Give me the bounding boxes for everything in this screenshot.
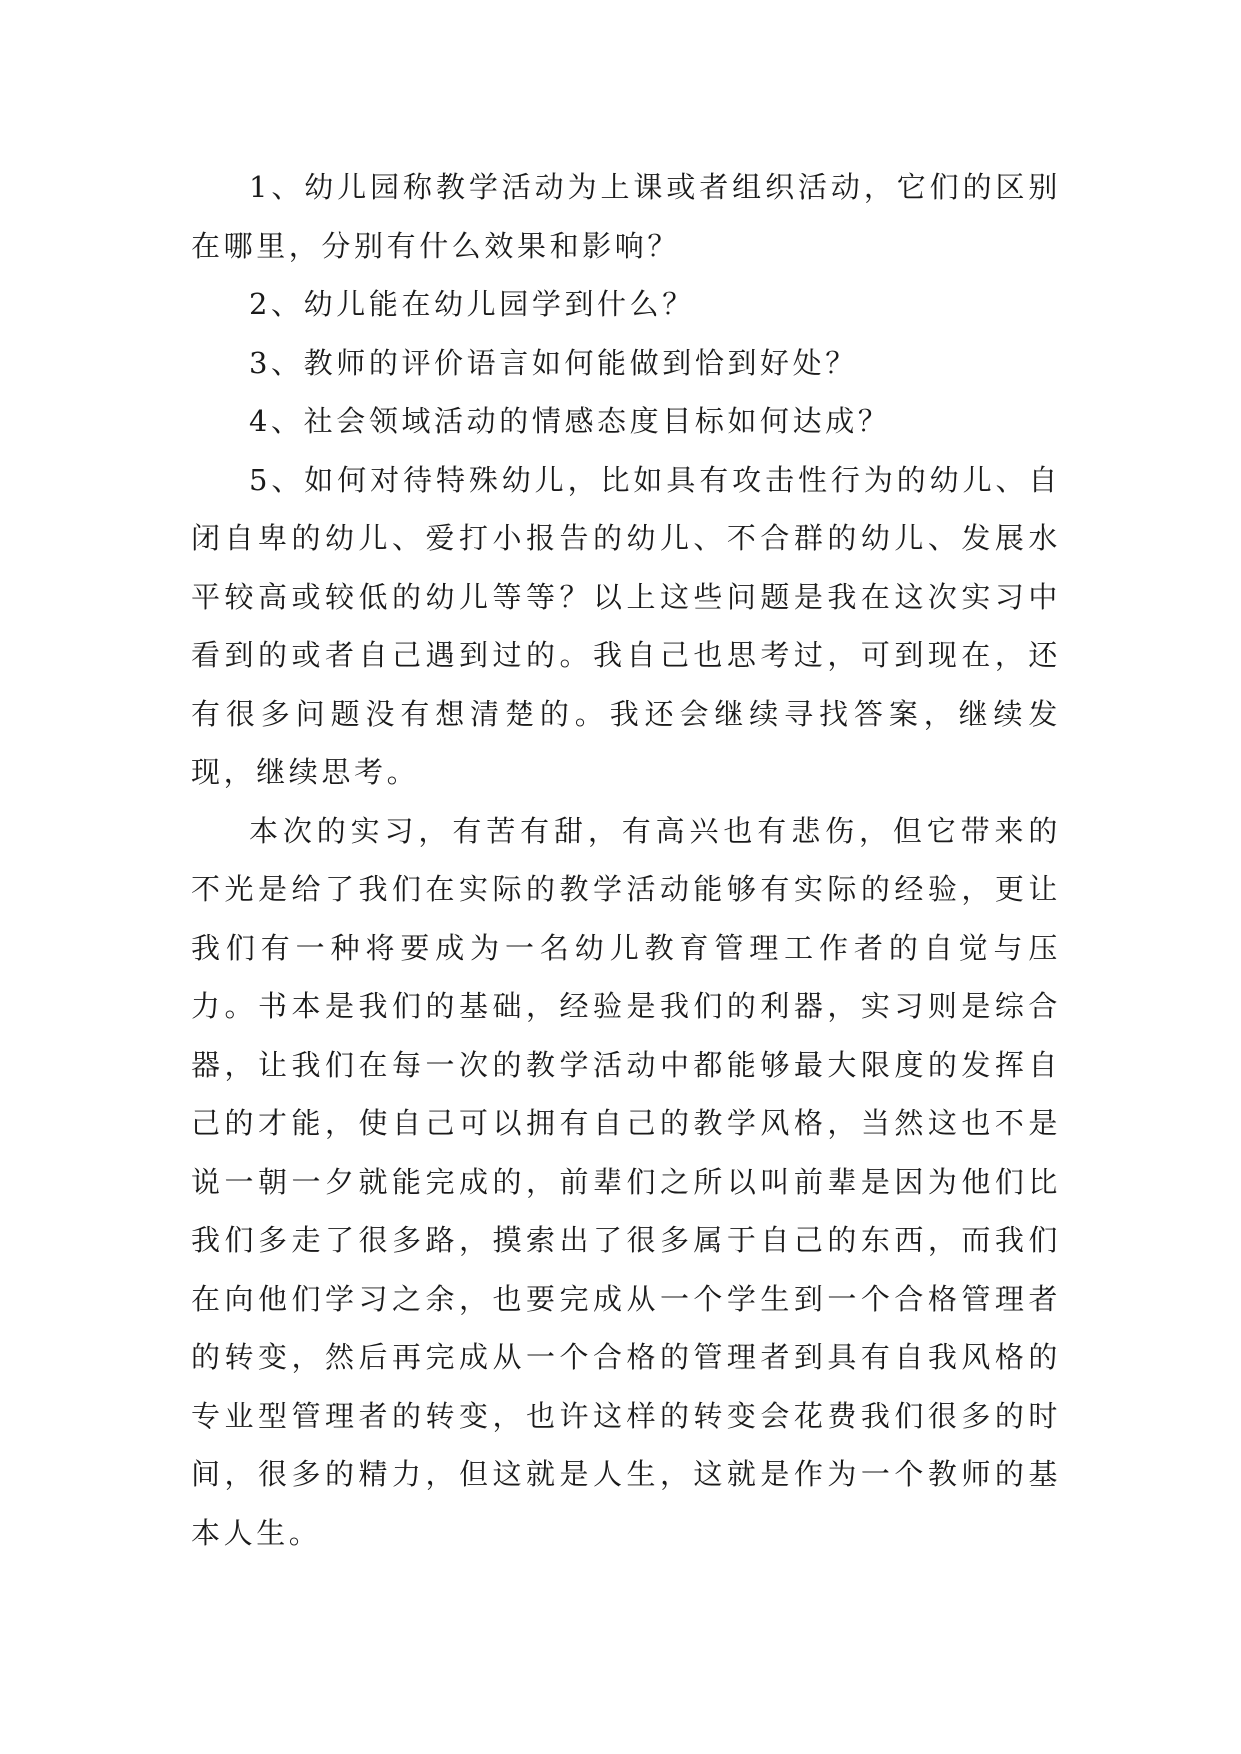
paragraph-reflection: 本次的实习，有苦有甜，有高兴也有悲伤，但它带来的不光是给了我们在实际的教学活动能够有实际的经验，更让我们有一种将要成为一名幼儿教育管理工作者的自觉与压力。书本是我们的基础，经验是我们的利器，实习则是综合器，让我们在每一次的教学活动中都能够最大限度的发挥自己的才能，使自己可以拥有自己的教学风格，当然这也不是说一朝一夕就能完成的，前辈们之所以叫前辈是因为他们比我们多走了很多路，摸索出了很多属于自己的东西，而我们在向他们学习之余，也要完成从一个学生到一个合格管理者的转变，然后再完成从一个合格的管理者到具有自我风格的专业型管理者的转变，也许这样的转变会花费我们很多的时间，很多的精力，但这就是人生，这就是作为一个教师的基本人生。 xyxy=(191,813,1061,1550)
paragraph-question-5: 5、如何对待特殊幼儿，比如具有攻击性行为的幼儿、自闭自卑的幼儿、爱打小报告的幼儿、不合群的幼儿、发展水平较高或较低的幼儿等等？以上这些问题是我在这次实习中看到的或者自己遇到过的。我自己也思考过，可到现在，还有很多问题没有想清楚的。我还会继续寻找答案，继续发现，继续思考。 xyxy=(191,462,1061,789)
paragraph-question-4: 4、社会领域活动的情感态度目标如何达成？ xyxy=(249,404,891,438)
paragraph-question-3: 3、教师的评价语言如何能做到恰到好处？ xyxy=(249,345,858,380)
paragraph-question-1: 1、幼儿园称教学活动为上课或者组织活动，它们的区别在哪里，分别有什么效果和影响？ xyxy=(191,170,1061,263)
document-body xyxy=(191,158,1061,1562)
paragraph-question-2: 2、幼儿能在幼儿园学到什么？ xyxy=(249,287,695,321)
